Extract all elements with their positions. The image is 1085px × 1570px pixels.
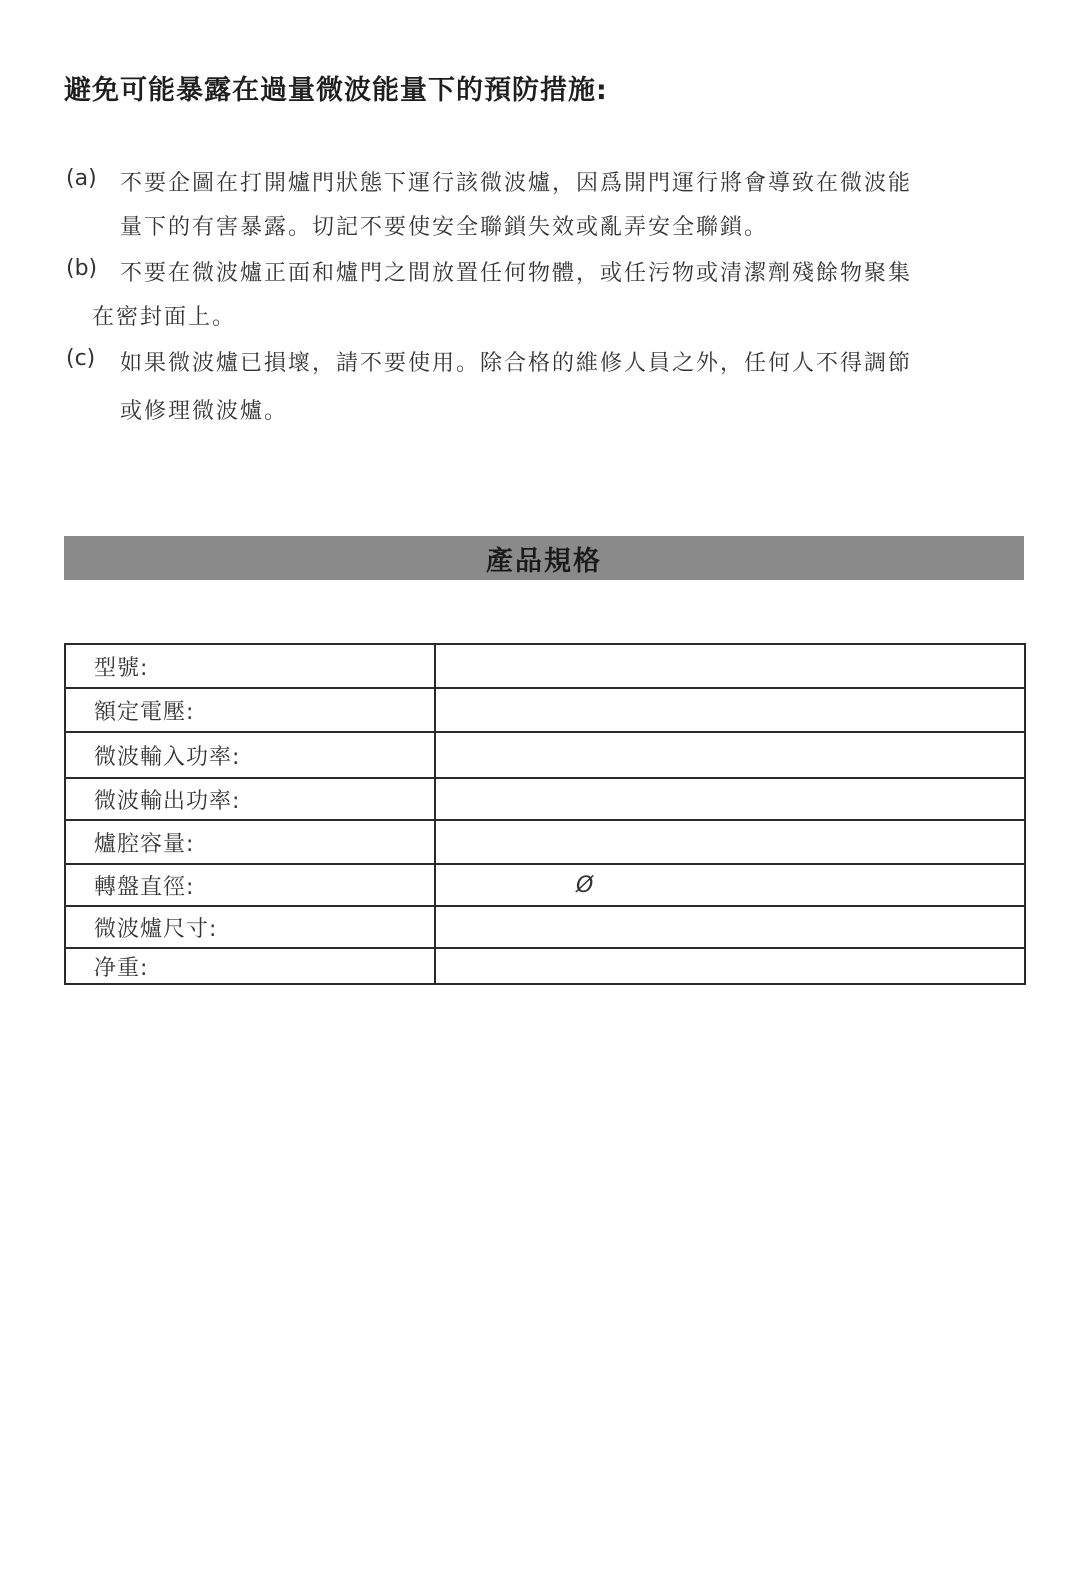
spec-value	[435, 732, 1025, 778]
spec-section-header	[64, 536, 1024, 580]
spec-label: 爐腔容量:	[65, 820, 435, 864]
spec-value	[435, 906, 1025, 948]
item-marker: (a)	[66, 166, 97, 191]
spec-row-net-weight	[65, 948, 1025, 984]
item-text-line: 如果微波爐已損壞，請不要使用。除合格的維修人員之外，任何人不得調節	[120, 351, 913, 376]
spec-value	[435, 820, 1025, 864]
spec-value: Ø	[435, 864, 1025, 906]
item-text-line: 在密封面上。	[92, 305, 237, 330]
spec-label: 净重:	[65, 948, 435, 984]
spec-row-model	[65, 644, 1025, 688]
spec-value	[435, 778, 1025, 820]
spec-row-rated-voltage	[65, 688, 1025, 732]
spec-value	[435, 644, 1025, 688]
spec-table	[64, 643, 1026, 985]
spec-value	[435, 948, 1025, 984]
item-marker: (c)	[66, 346, 96, 371]
spec-label: 額定電壓:	[65, 688, 435, 732]
item-text-line: 或修理微波爐。	[120, 399, 289, 424]
spec-section-title: 產品規格	[486, 545, 602, 577]
item-text-line: 量下的有害暴露。切記不要使安全聯鎖失效或亂弄安全聯鎖。	[120, 215, 769, 240]
spec-label: 型號:	[65, 644, 435, 688]
item-marker: (b)	[66, 256, 98, 281]
spec-label: 微波爐尺寸:	[65, 906, 435, 948]
item-text-line: 不要企圖在打開爐門狀態下運行該微波爐，因爲開門運行將會導致在微波能	[120, 171, 913, 196]
spec-row-input-power	[65, 732, 1025, 778]
spec-row-turntable-diameter	[65, 864, 1025, 906]
spec-row-dimensions	[65, 906, 1025, 948]
spec-row-cavity-volume	[65, 820, 1025, 864]
item-text-line: 不要在微波爐正面和爐門之間放置任何物體，或任污物或清潔劑殘餘物聚集	[120, 261, 913, 286]
spec-row-output-power	[65, 778, 1025, 820]
page-title: 避免可能暴露在過量微波能量下的預防措施:	[64, 75, 608, 106]
spec-value	[435, 688, 1025, 732]
spec-label: 轉盤直徑:	[65, 864, 435, 906]
spec-label: 微波輸入功率:	[65, 732, 435, 778]
spec-label: 微波輸出功率:	[65, 778, 435, 820]
